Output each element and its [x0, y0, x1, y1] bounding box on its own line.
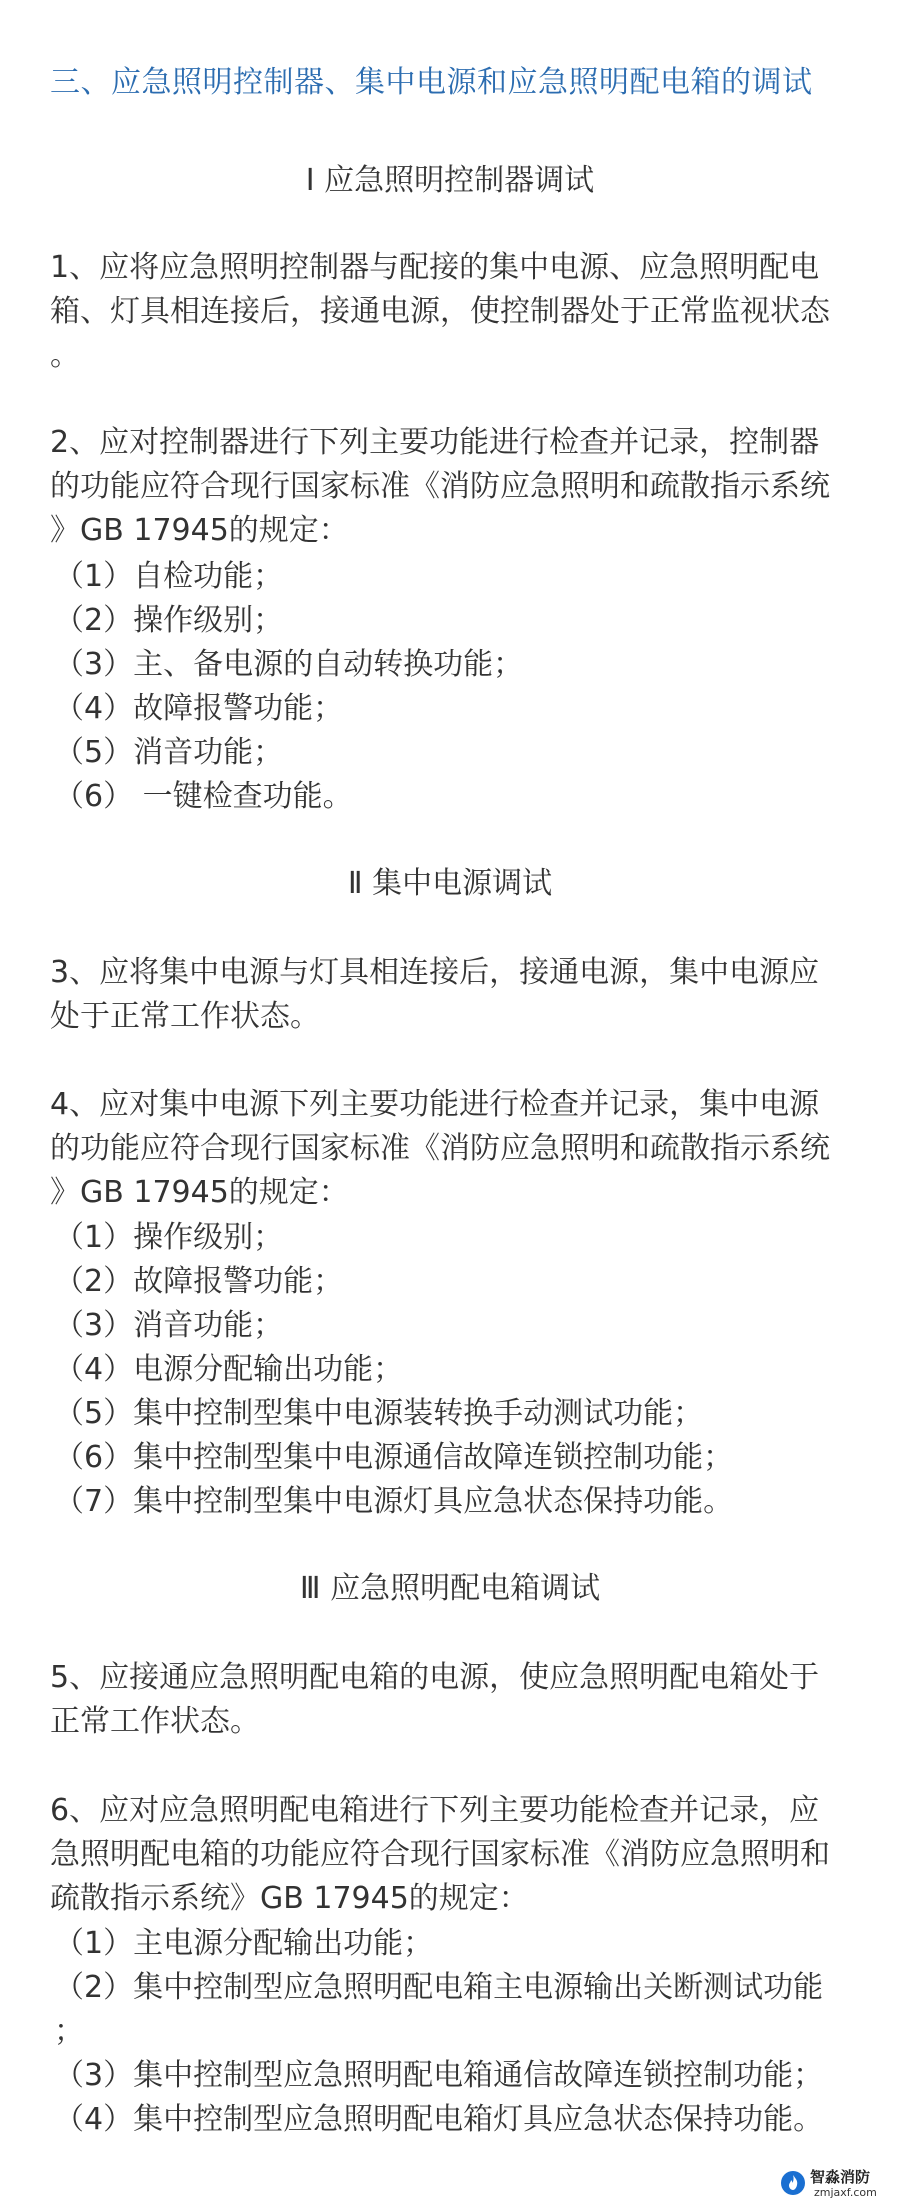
paragraph-line: 1、应将应急照明控制器与配接的集中电源、应急照明配电 — [50, 250, 820, 285]
section-heading-controller: Ⅰ 应急照明控制器调试 — [305, 163, 595, 198]
paragraph-line: 3、应将集中电源与灯具相连接后，接通电源，集中电源应 — [50, 955, 820, 990]
paragraph-line: 》GB 17945的规定： — [50, 513, 349, 548]
paragraph-5 — [50, 1656, 870, 1744]
paragraph-line: 2、应对控制器进行下列主要功能进行检查并记录，控制器 — [50, 425, 820, 460]
paragraph-4 — [50, 1083, 870, 1215]
paragraph-line: 》GB 17945的规定： — [50, 1175, 349, 1210]
list-item: （1）主电源分配输出功能； — [54, 1926, 434, 1961]
list-item: （5）集中控制型集中电源装转换手动测试功能； — [54, 1396, 704, 1431]
list-item: （3）集中控制型应急照明配电箱通信故障连锁控制功能； — [54, 2058, 824, 2093]
section-heading-power-supply: Ⅱ 集中电源调试 — [347, 866, 553, 901]
paragraph-line: 的功能应符合现行国家标准《消防应急照明和疏散指示系统 — [50, 469, 830, 504]
paragraph-6 — [50, 1789, 870, 1921]
watermark — [778, 2166, 890, 2206]
list-item: （1）自检功能； — [54, 559, 284, 594]
list-item: （4）集中控制型应急照明配电箱灯具应急状态保持功能。 — [54, 2102, 824, 2137]
list-item: （3）主、备电源的自动转换功能； — [54, 647, 524, 682]
paragraph-line: 箱、灯具相连接后，接通电源，使控制器处于正常监视状态 — [50, 294, 830, 329]
watermark-url: zmjaxf.com — [814, 2186, 877, 2199]
list-item: （6）集中控制型集中电源通信故障连锁控制功能； — [54, 1440, 734, 1475]
article-title: 三、应急照明控制器、集中电源和应急照明配电箱的调试 — [50, 65, 813, 100]
paragraph-line: 急照明配电箱的功能应符合现行国家标准《消防应急照明和 — [50, 1837, 830, 1872]
list-item: （1）操作级别； — [54, 1220, 284, 1255]
list-item: （4）电源分配输出功能； — [54, 1352, 404, 1387]
watermark-name: 智淼消防 — [810, 2168, 871, 2186]
list-item: （3）消音功能； — [54, 1308, 284, 1343]
list-item: （2）故障报警功能； — [54, 1264, 344, 1299]
list-item: （6） 一键检查功能。 — [54, 779, 353, 814]
paragraph-2 — [50, 421, 870, 553]
paragraph-line: 疏散指示系统》GB 17945的规定： — [50, 1881, 529, 1916]
paragraph-3 — [50, 951, 870, 1039]
paragraph-line: 6、应对应急照明配电箱进行下列主要功能检查并记录，应 — [50, 1793, 820, 1828]
paragraph-line: 。 — [50, 338, 80, 373]
list-item: （5）消音功能； — [54, 735, 284, 770]
paragraph-line: 4、应对集中电源下列主要功能进行检查并记录，集中电源 — [50, 1087, 820, 1122]
paragraph-line: 处于正常工作状态。 — [50, 999, 320, 1034]
list-item: （2）集中控制型应急照明配电箱主电源输出关断测试功能 — [54, 1970, 824, 2005]
list-item: （4）故障报警功能； — [54, 691, 344, 726]
paragraph-line: 5、应接通应急照明配电箱的电源，使应急照明配电箱处于 — [50, 1660, 820, 1695]
paragraph-line: 的功能应符合现行国家标准《消防应急照明和疏散指示系统 — [50, 1131, 830, 1166]
list-item: （2）操作级别； — [54, 603, 284, 638]
paragraph-1 — [50, 246, 870, 378]
list-item: ； — [54, 2014, 84, 2049]
paragraph-line: 正常工作状态。 — [50, 1704, 260, 1739]
list-item: （7）集中控制型集中电源灯具应急状态保持功能。 — [54, 1484, 734, 1519]
flame-logo-icon — [780, 2170, 806, 2196]
section-heading-distribution-box: Ⅲ 应急照明配电箱调试 — [299, 1571, 601, 1606]
